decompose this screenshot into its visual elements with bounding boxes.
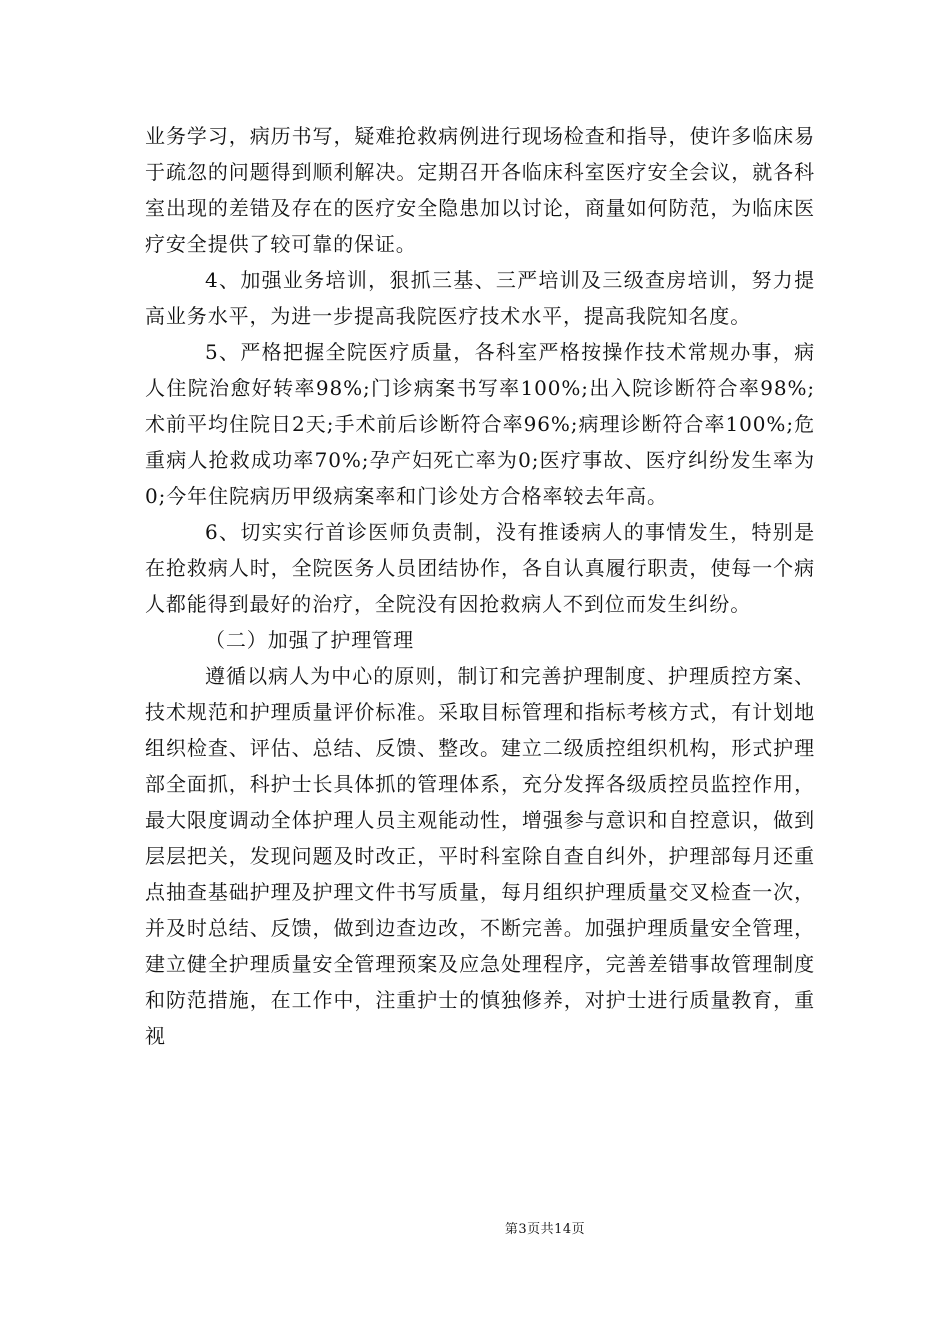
paragraph-item-5: 5、严格把握全院医疗质量，各科室严格按操作技术常规办事，病人住院治愈好转率98%;门诊病案书写率100%;出入院诊断符合率98%;术前平均住院日2天;手术前后诊断符合率96%;病理诊断符合率100%;危重病人抢救成功率70%;孕产妇死亡率为0;医疗事故、医疗纠纷发生率为0;今年住院病历甲级病案率和门诊处方合格率较去年高。 [145, 340, 815, 508]
section-heading: （二）加强了护理管理 [205, 628, 414, 652]
page-number-footer: 第3页共14页 [504, 1222, 586, 1237]
paragraph-continued: 业务学习，病历书写，疑难抢救病例进行现场检查和指导，使许多临床易于疏忽的问题得到顺利解决。定期召开各临床科室医疗安全会议，就各科室出现的差错及存在的医疗安全隐患加以讨论，商量如何防范，为临床医疗安全提供了较可靠的保证。 [145, 124, 815, 256]
paragraph-item-4: 4、加强业务培训，狠抓三基、三严培训及三级查房培训，努力提高业务水平，为进一步提高我院医疗技术水平，提高我院知名度。 [145, 268, 815, 328]
document-body [145, 118, 815, 1054]
paragraph-item-6: 6、切实实行首诊医师负责制，没有推诿病人的事情发生，特别是在抢救病人时，全院医务人员团结协作，各自认真履行职责，使每一个病人都能得到最好的治疗，全院没有因抢救病人不到位而发生纠纷。 [145, 520, 815, 616]
paragraph-nursing: 遵循以病人为中心的原则，制订和完善护理制度、护理质控方案、技术规范和护理质量评价标准。采取目标管理和指标考核方式，有计划地组织检查、评估、总结、反馈、整改。建立二级质控组织机构，形式护理部全面抓，科护士长具体抓的管理体系，充分发挥各级质控员监控作用，最大限度调动全体护理人员主观能动性，增强参与意识和自控意识，做到层层把关，发现问题及时改正，平时科室除自查自纠外，护理部每月还重点抽查基础护理及护理文件书写质量，每月组织护理质量交叉检查一次，并及时总结、反馈，做到边查边改，不断完善。加强护理质量安全管理，建立健全护理质量安全管理预案及应急处理程序，完善差错事故管理制度和防范措施，在工作中，注重护士的慎独修养，对护士进行质量教育，重视 [145, 664, 815, 1048]
